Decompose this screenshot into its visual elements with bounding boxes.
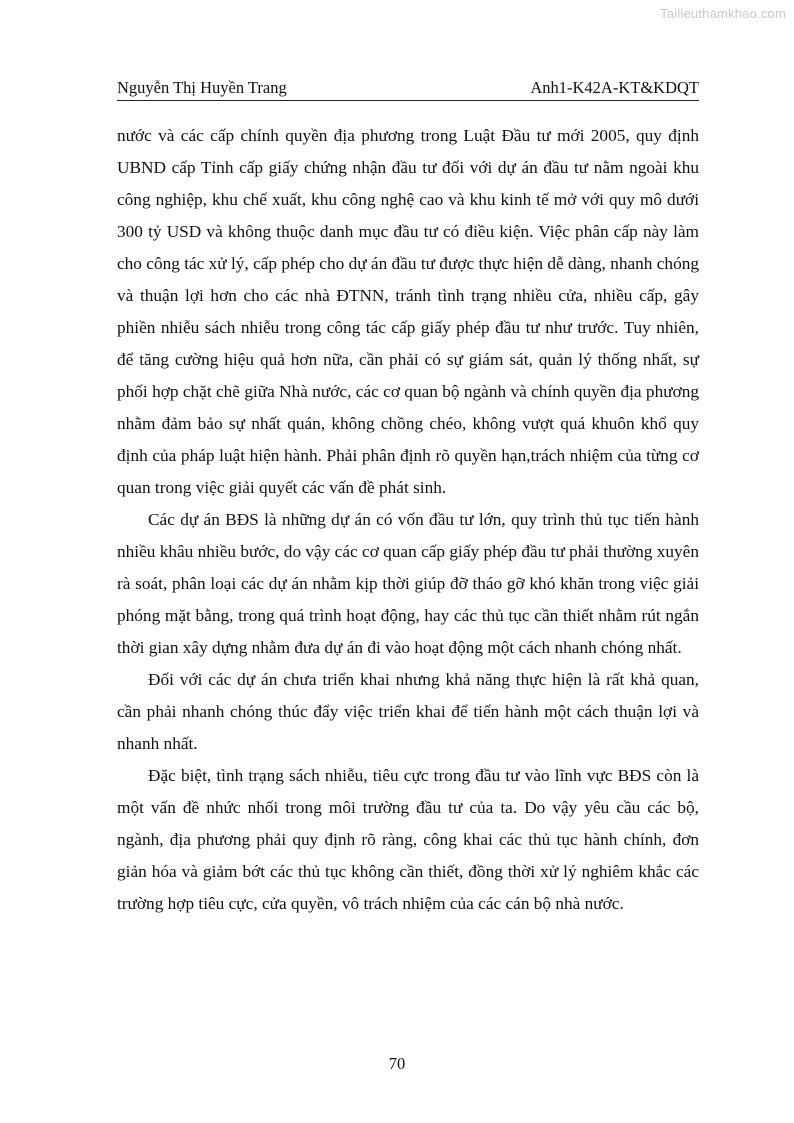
paragraph-corruption: Đặc biệt, tình trạng sách nhiễu, tiêu cực trong đầu tư vào lĩnh vực BĐS còn là một vấn đề nhức nhối trong môi trường đầu tư của ta. Do vậy yêu cầu các bộ, ngành, địa phương phải quy định rõ ràng, công khai các thủ tục hành chính, đơn giản hóa và giảm bớt các thủ tục không cần thiết, đồng thời xử lý nghiêm khắc các trường hợp tiêu cực, cửa quyền, vô trách nhiệm của các cán bộ nhà nước. xyxy=(117,766,699,913)
page-number: 70 xyxy=(388,1054,406,1073)
header-class-code: Anh1-K42A-KT&KDQT xyxy=(530,78,699,97)
header-author: Nguyễn Thị Huyền Trang xyxy=(117,78,287,97)
paragraph-real-estate-projects: Các dự án BĐS là những dự án có vốn đầu tư lớn, quy trình thủ tục tiến hành nhiều khâu nhiều bước, do vậy các cơ quan cấp giấy phép đầu tư phải thường xuyên rà soát, phân loại các dự án nhằm kịp thời giúp đỡ tháo gỡ khó khăn trong việc giải phóng mặt bằng, trong quá trình hoạt động, hay các thủ tục cần thiết nhằm rút ngắn thời gian xây dựng nhằm đưa dự án đi vào hoạt động một cách nhanh chóng nhất. xyxy=(117,510,699,657)
body-text xyxy=(117,120,699,920)
watermark-text: Tailieuthamkhao.com xyxy=(660,6,786,21)
page-header xyxy=(117,78,699,101)
paragraph-continued: nước và các cấp chính quyền địa phương trong Luật Đầu tư mới 2005, quy định UBND cấp Tỉnh cấp giấy chứng nhận đầu tư đối với dự án đầu tư nằm ngoài khu công nghiệp, khu chế xuất, khu công nghệ cao và khu kinh tế mở với quy mô dưới 300 tỷ USD và không thuộc danh mục đầu tư có điều kiện. Việc phân cấp này làm cho công tác xử lý, cấp phép cho dự án đầu tư được thực hiện dễ dàng, nhanh chóng và thuận lợi hơn cho các nhà ĐTNN, tránh tình trạng nhiều cửa, nhiều cấp, gây phiền nhiễu sách nhiễu trong công tác cấp giấy phép đầu tư như trước. Tuy nhiên, để tăng cường hiệu quả hơn nữa, cần phải có sự giám sát, quản lý thống nhất, sự phối hợp chặt chẽ giữa Nhà nước, các cơ quan bộ ngành và chính quyền địa phương nhằm đảm bảo sự nhất quán, không chồng chéo, không vượt quá khuôn khổ quy định của pháp luật hiện hành. Phải phân định rõ quyền hạn,trách nhiệm của từng cơ quan trong việc giải quyết các vấn đề phát sinh. xyxy=(117,126,699,497)
paragraph-pending-projects: Đối với các dự án chưa triển khai nhưng khả năng thực hiện là rất khả quan, cần phải nhanh chóng thúc đẩy việc triển khai để tiến hành một cách thuận lợi và nhanh nhất. xyxy=(117,670,699,753)
